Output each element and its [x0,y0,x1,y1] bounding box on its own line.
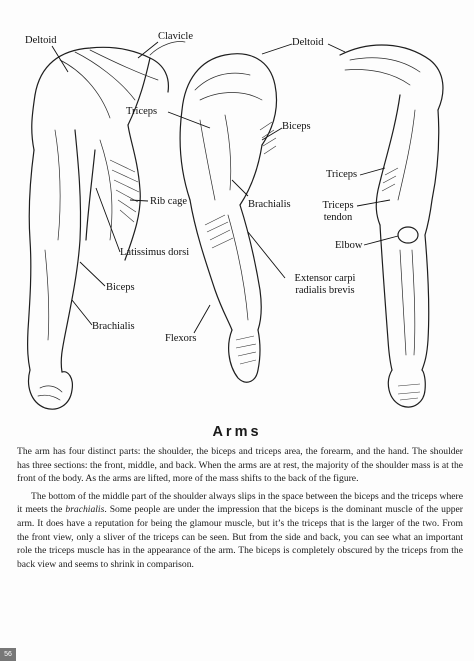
label-extensor-line1: Extensor carpi [294,273,356,284]
label-biceps-left: Biceps [106,282,135,293]
page-number: 56 [0,648,16,661]
label-deltoid-left: Deltoid [25,35,57,46]
label-biceps-mid: Biceps [282,121,311,132]
label-clavicle: Clavicle [158,31,193,42]
back-view-arm-drawing [340,45,443,407]
label-triceps-right: Triceps [326,169,358,180]
brachialis-emphasis: brachialis [65,504,105,516]
body-text [17,445,463,571]
label-triceps-mid: Triceps [126,106,158,117]
page-title: Arms [212,424,262,440]
label-triceps-tendon-line2: tendon [323,212,353,223]
front-view-arm-drawing [28,42,188,410]
label-latissimus-dorsi: Latissimus dorsi [120,247,190,258]
label-deltoid-right: Deltoid [292,37,324,48]
label-triceps-tendon-line1: Triceps [322,200,354,211]
paragraph-2 [17,490,463,572]
label-rib-cage: Rib cage [150,196,188,207]
label-flexors: Flexors [165,333,197,344]
label-extensor-carpi [286,273,364,297]
label-brachialis-left: Brachialis [92,321,135,332]
label-extensor-line2: radialis brevis [295,285,355,296]
label-elbow: Elbow [335,240,363,251]
label-triceps-tendon [318,200,358,224]
paragraph-2-part-a: The bottom of the middle part of the shoulder always slips in the space between the biceps and the triceps where it meets the [17,490,463,516]
label-brachialis-mid: Brachialis [248,199,291,210]
paragraph-1: The arm has four distinct parts: the shoulder, the biceps and triceps area, the forearm, and the hand. The shoulder has three sections: the front, middle, and back. When the arms are at rest, the majority of the shoulder mass is at the front of the body. As the arms are lifted, more of the mass shifts to the back of the figure. [17,446,463,485]
paragraph-2-part-b: . Some people are under the impression that the biceps is the dominant muscle of the upper arm. It does have a reputation for being the glamour muscle, but it’s the triceps that is the larger of the two. From the front view, only a sliver of the triceps can be seen. But from the side and back, you can see what an important role the triceps muscle has in the appearance of the arm. The biceps is completely obscured by the triceps from the back view and seems to shrink in comparison. [17,504,463,570]
